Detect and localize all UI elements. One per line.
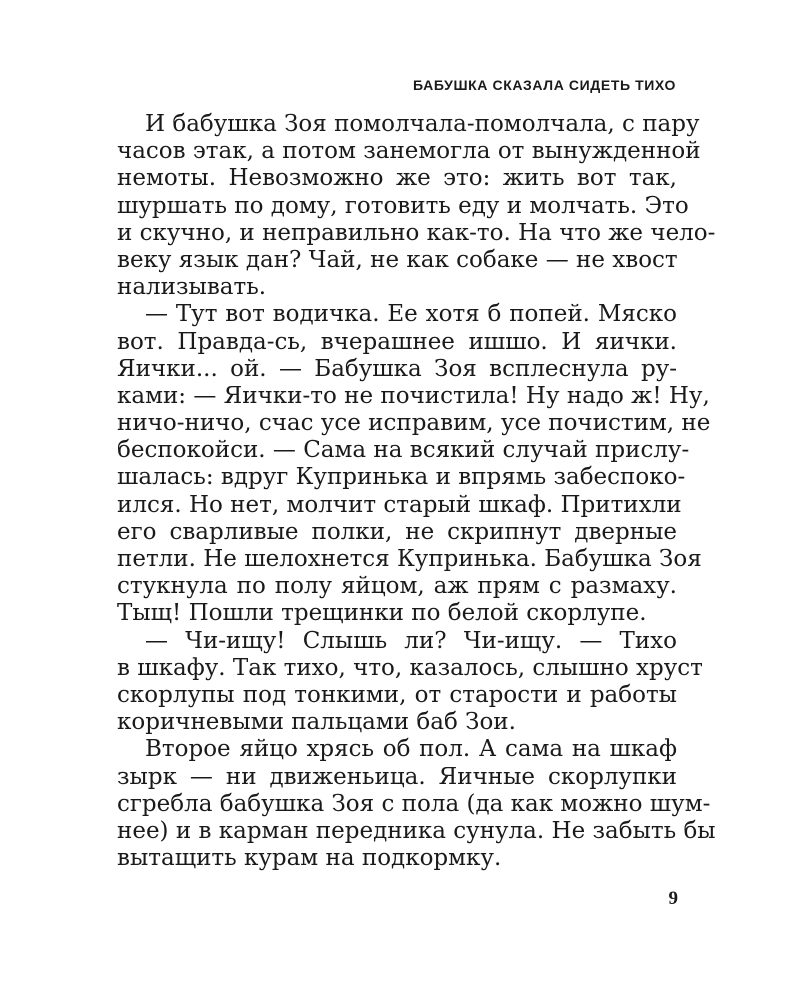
- text-line: его сварливые полки, не скрипнут дверные: [117, 518, 677, 545]
- text-line: коричневыми пальцами баб Зои.: [117, 709, 516, 736]
- text-line: вытащить курам на подкормку.: [117, 845, 502, 872]
- text-line: — Тут вот водичка. Ее хотя б попей. Мяско: [145, 301, 677, 328]
- text-line: ничо-ничо, счас усе исправим, усе почистим, не: [117, 410, 711, 437]
- text-line: и скучно, и неправильно как-то. На что же чело-: [117, 219, 716, 246]
- text-line: в шкафу. Так тихо, что, казалось, слышно хруст: [117, 654, 703, 681]
- text-line: ками: — Яички-то не почистила! Ну надо ж! Ну,: [117, 382, 710, 409]
- running-head: БАБУШКА СКАЗАЛА СИДЕТЬ ТИХО: [413, 77, 676, 93]
- text-line: шалась: вдруг Купринька и впрямь забеспоко-: [117, 464, 686, 491]
- text-line: зырк — ни движеньица. Яичные скорлупки: [117, 763, 677, 790]
- text-line: — Чи-ищу! Слышь ли? Чи-ищу. — Тихо: [145, 627, 677, 654]
- text-line: часов этак, а потом занемогла от вынужденной: [117, 138, 701, 165]
- text-line: Второе яйцо хрясь об пол. А сама на шкаф: [145, 736, 677, 763]
- text-line: сгребла бабушка Зоя с пола (да как можно шум-: [117, 790, 711, 817]
- text-line: ился. Но нет, молчит старый шкаф. Притихли: [117, 491, 682, 518]
- text-line: веку язык дан? Чай, не как собаке — не хвост: [117, 246, 678, 273]
- text-line: Яички... ой. — Бабушка Зоя всплеснула ру-: [117, 355, 677, 382]
- text-line: стукнула по полу яйцом, аж прям с размаху.: [117, 573, 677, 600]
- text-line: нее) и в карман передника сунула. Не забыть бы: [117, 817, 716, 844]
- text-line: шуршать по дому, готовить еду и молчать. Это: [117, 192, 689, 219]
- text-line: петли. Не шелохнется Купринька. Бабушка Зоя: [117, 546, 702, 572]
- text-line: вот. Правда-сь, вчерашнее ишшо. И яички.: [117, 328, 677, 355]
- text-line: И бабушка Зоя помолчала-помолчала, с пару: [145, 111, 700, 137]
- text-line: беспокойси. — Сама на всякий случай прислу-: [117, 437, 690, 464]
- body-text: [117, 111, 716, 872]
- text-line: Тыщ! Пошли трещинки по белой скорлупе.: [117, 600, 647, 627]
- text-line: скорлупы под тонкими, от старости и работы: [117, 681, 677, 708]
- text-line: нализывать.: [117, 274, 267, 301]
- page-number: 9: [668, 888, 678, 909]
- text-line: немоты. Невозможно же это: жить вот так,: [117, 165, 677, 192]
